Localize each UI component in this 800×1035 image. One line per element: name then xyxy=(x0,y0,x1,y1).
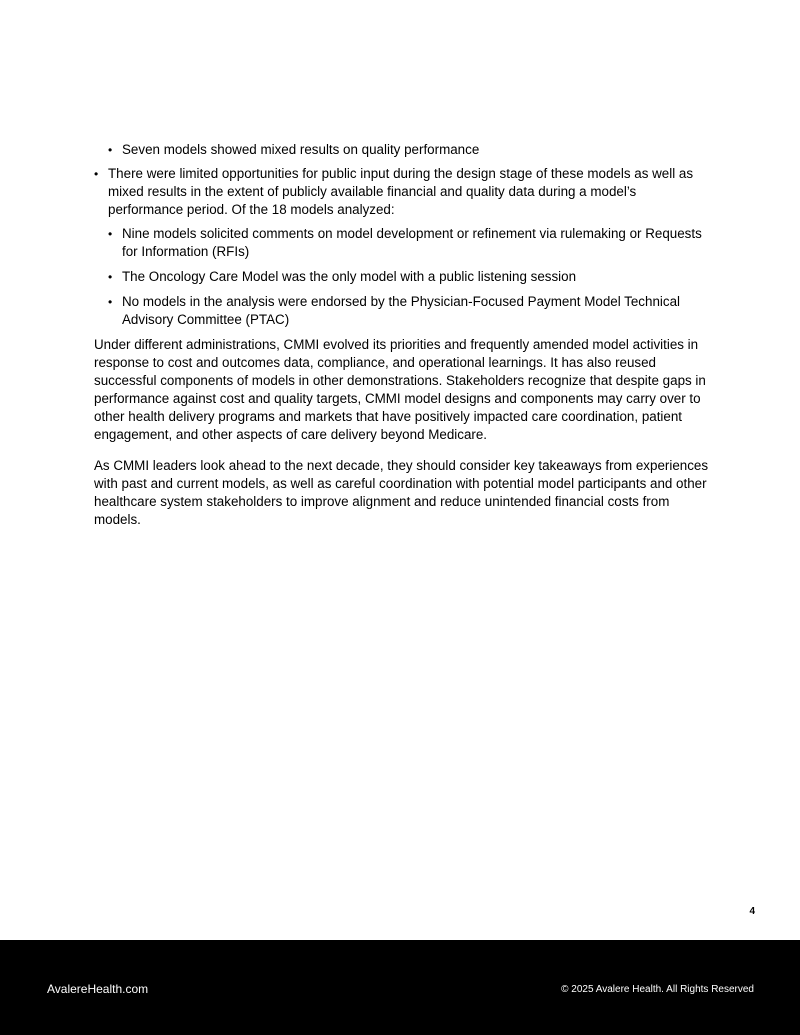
bullet-icon: • xyxy=(108,270,113,284)
footer-website-link[interactable]: AvalereHealth.com xyxy=(47,982,149,996)
list-item-text: No models in the analysis were endorsed by the Physician-Focused Payment Model Technical Advisory Committee (PTAC) xyxy=(122,294,680,327)
list-item xyxy=(108,225,714,261)
bullet-icon: • xyxy=(94,167,99,181)
page-number: 4 xyxy=(749,906,755,917)
list-item-text: There were limited opportunities for public input during the design stage of these models as well as mixed results in the extent of publicly available financial and quality data during a model’s performance period. Of the 18 models analyzed: xyxy=(108,166,694,217)
bullet-list xyxy=(94,165,714,329)
list-item xyxy=(108,268,714,286)
page-footer xyxy=(0,940,800,1035)
bullet-icon: • xyxy=(108,227,113,241)
list-item-text: The Oncology Care Model was the only model with a public listening session xyxy=(122,269,577,284)
list-item-text: Seven models showed mixed results on quality performance xyxy=(122,142,480,157)
bullet-icon: • xyxy=(108,143,113,157)
sub-bullet-list xyxy=(94,141,714,159)
footer-copyright: © 2025 Avalere Health. All Rights Reserved xyxy=(561,984,754,995)
list-item xyxy=(108,293,714,329)
document-body xyxy=(94,141,714,542)
list-item xyxy=(108,141,714,159)
nested-bullet-list xyxy=(108,225,714,329)
paragraph: Under different administrations, CMMI evolved its priorities and frequently amended model activities in response to cost and outcomes data, compliance, and operational learnings. It has also reused successful components of models in other demonstrations. Stakeholders recognize that despite gaps in performance against cost and quality targets, CMMI model designs and components may carry over to other health delivery programs and markets that have positively impacted care coordination, patient engagement, and other aspects of care delivery beyond Medicare. xyxy=(94,337,706,442)
bullet-icon: • xyxy=(108,295,113,309)
list-item-text: Nine models solicited comments on model development or refinement via rulemaking or Requests for Information (RFIs) xyxy=(122,226,702,259)
list-item xyxy=(94,165,714,329)
paragraph: As CMMI leaders look ahead to the next decade, they should consider key takeaways from experiences with past and current models, as well as careful coordination with potential model participants and other healthcare system stakeholders to improve alignment and reduce unintended financial costs from models. xyxy=(94,458,709,527)
